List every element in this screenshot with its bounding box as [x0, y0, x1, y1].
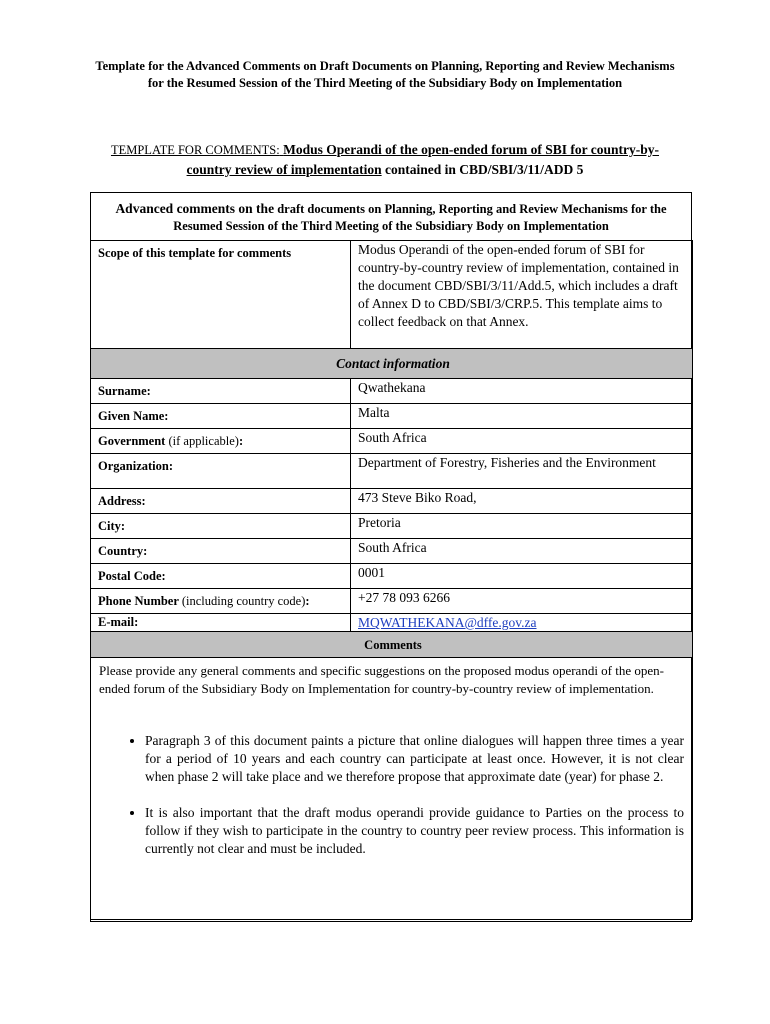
comment-item: • Paragraph 3 of this document paints a picture that online dialogues will happen three times a year for a period of 10 years and each country can participate at least once. However, it is not clear when phase 2 will take place and we therefore propose that approximate date (year) for phase 2. [145, 732, 684, 786]
address-value[interactable]: 473 Steve Biko Road, [351, 489, 693, 514]
government-label [91, 429, 351, 454]
section-heading [90, 200, 692, 235]
phone-row [91, 589, 693, 614]
email-link[interactable]: MQWATHEKANA@dffe.gov.za [358, 615, 537, 630]
government-label-text: Government [98, 434, 166, 448]
organization-label: Organization: [91, 454, 351, 489]
postal-code-value[interactable]: 0001 [351, 564, 693, 589]
scope-label: Scope of this template for comments [91, 241, 351, 349]
address-label: Address: [91, 489, 351, 514]
comments-list [99, 732, 684, 858]
city-row [91, 514, 693, 539]
government-row [91, 429, 693, 454]
comments-band [91, 632, 693, 658]
phone-label-text: Phone Number [98, 594, 179, 608]
comments-band-row [91, 632, 693, 658]
given-name-label: Given Name: [91, 404, 351, 429]
scope-value: Modus Operandi of the open-ended forum of SBI for country-by-country review of implementation, contained in the document CBD/SBI/3/11/Add.5, which includes a draft of Annex D to CBD/SBI/3/CRP.5. This template aims to collect feedback on that Annex. [351, 241, 693, 349]
country-label: Country: [91, 539, 351, 564]
comments-body [91, 658, 692, 858]
country-value[interactable]: South Africa [351, 539, 693, 564]
given-name-row [91, 404, 693, 429]
surname-row [91, 379, 693, 404]
government-label-colon: : [238, 434, 244, 448]
government-label-note: (if applicable) [168, 434, 239, 448]
section-heading-lead: Advanced comments on the [115, 201, 275, 216]
surname-label: Surname: [91, 379, 351, 404]
phone-value[interactable]: +27 78 093 6266 [351, 589, 693, 614]
comments-heading: Comments [364, 637, 422, 652]
comment-item: • It is also important that the draft modus operandi provide guidance to Parties on the process to follow if they wish to participate in the country to country peer review process. This information is currently not clear and must be included. [145, 804, 684, 858]
surname-value[interactable]: Qwathekana [351, 379, 693, 404]
city-label: City: [91, 514, 351, 539]
comments-instructions: Please provide any general comments and specific suggestions on the proposed modus operandi of the open-ended forum of the Subsidiary Body on Implementation for country-by-country review of implementation. [99, 663, 664, 696]
contact-information-band [91, 349, 693, 379]
comments-row [91, 658, 693, 920]
section-heading-rest: draft documents on Planning, Reporting and Review Mechanisms for the Resumed Session of the Third Meeting of the Subsidiary Body on Implementation [173, 202, 667, 233]
given-name-value[interactable]: Malta [351, 404, 693, 429]
template-title: Modus Operandi of the open-ended forum of SBI for country-by-country review of implementation [186, 142, 660, 177]
comment-form-table [90, 240, 693, 920]
template-document-ref: contained in CBD/SBI/3/11/ADD 5 [385, 162, 584, 177]
postal-code-row [91, 564, 693, 589]
comments-cell [91, 658, 693, 920]
organization-row [91, 454, 693, 489]
city-value[interactable]: Pretoria [351, 514, 693, 539]
phone-label [91, 589, 351, 614]
document-title: Template for the Advanced Comments on Draft Documents on Planning, Reporting and Review Mechanisms for the Resumed Session of the Third Meeting of the Subsidiary Body on Implementation [95, 59, 675, 90]
scope-row [91, 241, 693, 349]
email-row [91, 614, 693, 632]
organization-value[interactable]: Department of Forestry, Fisheries and the Environment [351, 454, 693, 489]
template-lead: TEMPLATE FOR COMMENTS: [110, 143, 280, 157]
address-row [91, 489, 693, 514]
government-value[interactable]: South Africa [351, 429, 693, 454]
country-row [91, 539, 693, 564]
phone-label-colon: : [305, 594, 310, 608]
postal-code-label: Postal Code: [91, 564, 351, 589]
contact-band-row [91, 349, 693, 379]
contact-information-heading: Contact information [336, 355, 450, 371]
email-value [351, 614, 693, 632]
phone-label-note: (including country code) [181, 594, 306, 608]
email-label: E-mail: [91, 614, 351, 632]
template-subtitle [95, 140, 675, 179]
